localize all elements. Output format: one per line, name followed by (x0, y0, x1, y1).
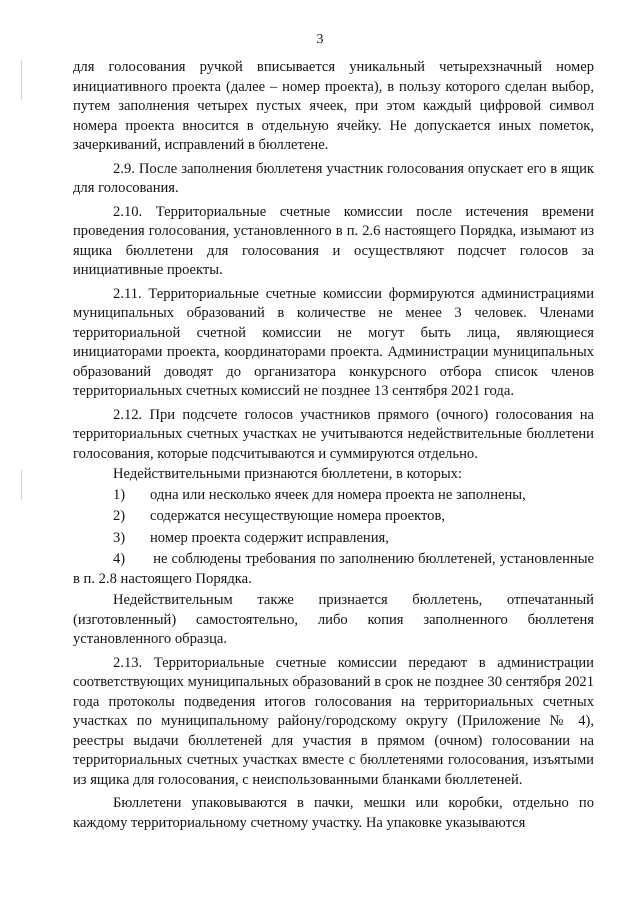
list-item-text: содержатся несуществующие номера проектов, (150, 508, 446, 524)
list-item-text: не соблюдены требования по заполнению бюллетеней, установленные в п. 2.8 настоящего Порядка. (73, 551, 594, 587)
list-item (73, 486, 594, 506)
paragraph-2-13: 2.13. Территориальные счетные комиссии передают в администрации соответствующих муниципальных образований в срок не позднее 30 сентября 2021 года протоколы подведения итогов голосования на территориальных счетных участках по муниципальному району/городскому округу (Приложение № 4), реестры выдачи бюллетеней для участия в прямом (очном) голосовании на территориальных счетных участках вместе с бюллетенями голосования, изъятыми из ящика для голосования, с неиспользованными бланками бюллетеней. (73, 654, 594, 788)
document-body (73, 58, 594, 837)
scan-edge-mark (21, 60, 22, 100)
list-item (73, 529, 594, 549)
list-item-number: 2) (113, 508, 126, 524)
list-item (73, 507, 594, 527)
paragraph-invalid-copy: Недействительным также признается бюллетень, отпечатанный (изготовленный) самостоятельно, либо копия заполненного бюллетеня установленного образца. (73, 592, 594, 647)
paragraph-invalid-intro: Недействительными признаются бюллетени, в которых: (113, 466, 462, 482)
list-item-text: номер проекта содержит исправления, (150, 529, 389, 546)
paragraph-2-12: 2.12. При подсчете голосов участников прямого (очного) голосования на территориальных счетных участках не учитываются недействительные бюллетени голосования, которые подсчитываются и суммируются отдельно. (73, 406, 594, 462)
scan-edge-mark (21, 470, 22, 500)
page-number: 3 (316, 32, 324, 47)
list-item-number: 4) (113, 551, 126, 567)
list-item-number: 3) (113, 529, 126, 546)
paragraph-ballot-filling: для голосования ручкой вписывается уникальный четырехзначный номер инициативного проекта (далее – номер проекта), в пользу которого сделан выбор, путем заполнения четырех пустых ячеек, при этом каждый цифровой символ номера проекта вносится в отдельную ячейку. Не допускается иных пометок, зачеркиваний, исправлений в бюллетене. (73, 59, 594, 153)
paragraph-2-10: 2.10. Территориальные счетные комиссии после истечения времени проведения голосования, установленного в п. 2.6 настоящего Порядка, изымают из ящика бюллетени для голосования и осуществляют подсчет голосов за инициативные проекты. (73, 203, 594, 278)
list-item-number: 1) (113, 486, 126, 503)
paragraph-2-11: 2.11. Территориальные счетные комиссии формируются администрациями муниципальных образований в количестве не менее 3 человек. Членами территориальной счетной комиссии не могут быть лица, являющиеся инициаторами проекта, координаторами проекта. Администрации муниципальных образований доводят до организатора конкурсного отбора список членов территориальных счетных комиссий не позднее 13 сентября 2021 года. (73, 285, 594, 399)
paragraph-packing: Бюллетени упаковываются в пачки, мешки или коробки, отдельно по каждому территориальному счетному участку. На упаковке указываются (73, 795, 594, 831)
list-item-text: одна или несколько ячеек для номера проекта не заполнены, (150, 486, 526, 503)
list-item (73, 550, 594, 589)
paragraph-2-9: 2.9. После заполнения бюллетеня участник голосования опускает его в ящик для голосования. (73, 160, 594, 196)
